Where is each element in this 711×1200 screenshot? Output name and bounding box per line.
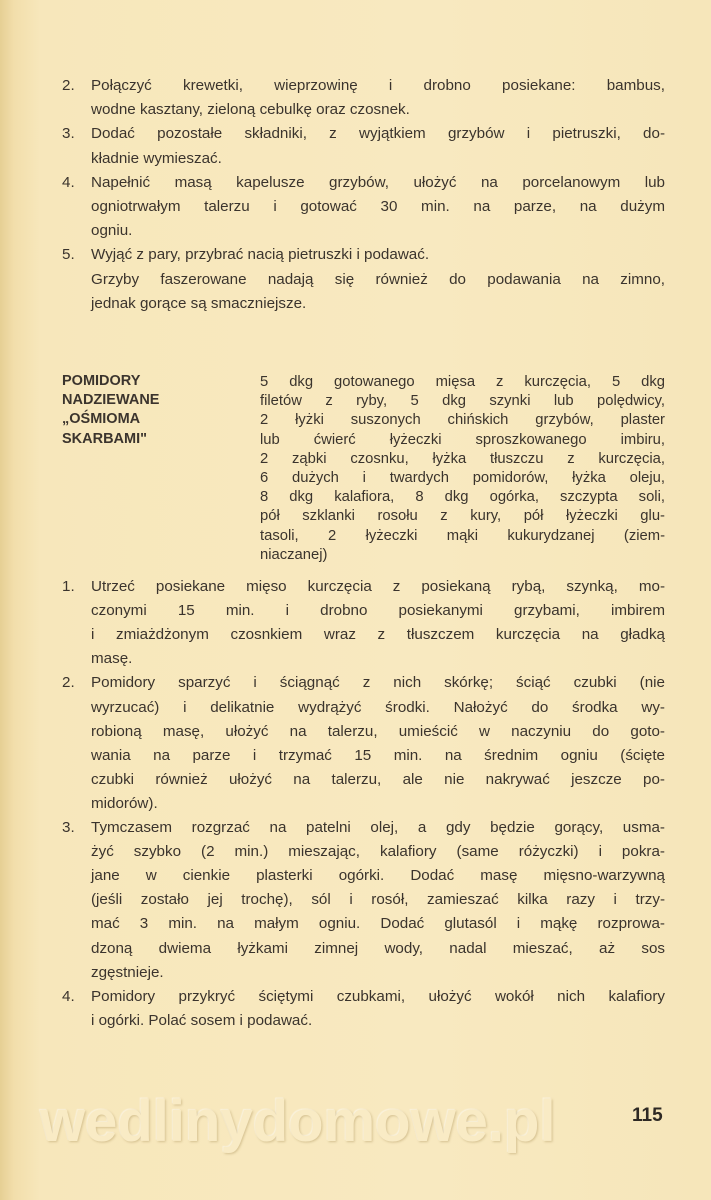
step-line: wodne kasztany, zieloną cebulkę oraz czosnek.	[91, 101, 410, 119]
step-line: (jeśli zostało jej trochę), sól i rosół, zamieszać kilka razy i trzy-	[91, 891, 665, 909]
step-number: 1.	[62, 578, 75, 595]
step-line: Pomidory przykryć ściętymi czubkami, ułożyć wokół nich kalafiory	[91, 987, 665, 1005]
ingredient-line: lub ćwierć łyżeczki sproszkowanego imbiru,	[260, 431, 665, 448]
step-line: kładnie wymieszać.	[91, 149, 222, 167]
ingredient-line: 2 ząbki czosnku, łyżka tłuszczu z kurczęcia,	[260, 450, 665, 467]
step-line: Pomidory sparzyć i ściągnąć z nich skórkę; ściąć czubki (nie	[91, 674, 665, 692]
ingredient-line: 6 dużych i twardych pomidorów, łyżka oleju,	[260, 470, 665, 486]
ingredient-line: 5 dkg gotowanego mięsa z kurczęcia, 5 dkg	[260, 374, 665, 390]
step-line: ogniotrwałym talerzu i gotować 30 min. na parze, na dużym	[91, 198, 665, 215]
ingredient-line: filetów z ryby, 5 dkg szynki lub polędwicy,	[260, 393, 665, 410]
step-line: Wyjąć z pary, przybrać nacią pietruszki i podawać.	[91, 246, 430, 264]
step-number: 4.	[62, 173, 75, 191]
step-line: czonymi 15 min. i drobno posiekanymi grzybami, imbirem	[91, 602, 665, 620]
recipe-title-line: NADZIEWANE	[62, 392, 160, 409]
recipe-title-line: SKARBAMI"	[62, 430, 148, 447]
step-line: Grzyby faszerowane nadają się również do podawania na zimno,	[91, 270, 665, 288]
step-line: jednak gorące są smaczniejsze.	[91, 294, 307, 312]
step-number: 2.	[62, 77, 75, 94]
step-line: czubki również ułożyć na talerzu, ale nie nakrywać jeszcze po-	[91, 770, 665, 788]
step-number: 3.	[62, 819, 75, 836]
step-line: ogniu.	[91, 222, 133, 240]
ingredient-line: 2 łyżki suszonych chińskich grzybów, plaster	[260, 412, 665, 429]
ingredient-line: niaczanej)	[260, 546, 328, 563]
step-line: wania na parze i trzymać 15 min. na średnim ogniu (ścięte	[91, 746, 665, 764]
ingredient-line: pół szklanki rosołu z kury, pół łyżeczki glu-	[260, 508, 665, 525]
recipe-title-line: POMIDORY	[62, 373, 141, 389]
step-number: 5.	[62, 246, 75, 264]
ingredient-line: 8 dkg kalafiora, 8 dkg ogórka, szczypta soli,	[260, 489, 665, 506]
ingredient-line: tasoli, 2 łyżeczki mąki kukurydzanej (ziem-	[260, 527, 665, 544]
step-line: midorów).	[91, 794, 158, 812]
step-line: Tymczasem rozgrzać na patelni olej, a gdy będzie gorący, usma-	[91, 819, 665, 836]
step-line: i zmiażdżonym czosnkiem wraz z tłuszczem kurczęcia na gładką	[91, 626, 665, 644]
step-line: Dodać pozostałe składniki, z wyjątkiem grzybów i pietruszki, do-	[91, 125, 665, 143]
step-line: zgęstnieje.	[91, 963, 164, 981]
step-line: Napełnić masą kapelusze grzybów, ułożyć na porcelanowym lub	[91, 173, 665, 191]
step-number: 2.	[62, 674, 75, 692]
step-line: Utrzeć posiekane mięso kurczęcia z posiekaną rybą, szynką, mo-	[91, 578, 665, 595]
step-line: Połączyć krewetki, wieprzowinę i drobno posiekane: bambus,	[91, 77, 665, 94]
step-number: 3.	[62, 125, 75, 143]
recipe-title-line: „OŚMIOMA	[62, 411, 141, 428]
step-line: mać 3 min. na małym ogniu. Dodać glutasól i mąkę rozprowa-	[91, 915, 665, 933]
step-line: jane w cienkie plasterki ogórki. Dodać masę mięsno-warzywną	[91, 867, 665, 885]
step-number: 4.	[62, 987, 75, 1005]
step-line: dzoną dwiema łyżkami zimnej wody, nadal mieszać, aż sos	[91, 939, 665, 957]
watermark: wedlinydomowe.pl	[40, 1089, 556, 1154]
step-line: i ogórki. Polać sosem i podawać.	[91, 1011, 313, 1029]
page-number: 115	[632, 1105, 663, 1126]
step-line: żyć szybko (2 min.) mieszając, kalafiory (same różyczki) i pokra-	[91, 843, 665, 861]
step-line: wyrzucać) i delikatnie wydrążyć środki. Nałożyć do środka wy-	[91, 698, 665, 716]
step-line: robioną masę, ułożyć na talerzu, umieścić w naczyniu do goto-	[91, 722, 665, 740]
step-line: masę.	[91, 650, 133, 668]
